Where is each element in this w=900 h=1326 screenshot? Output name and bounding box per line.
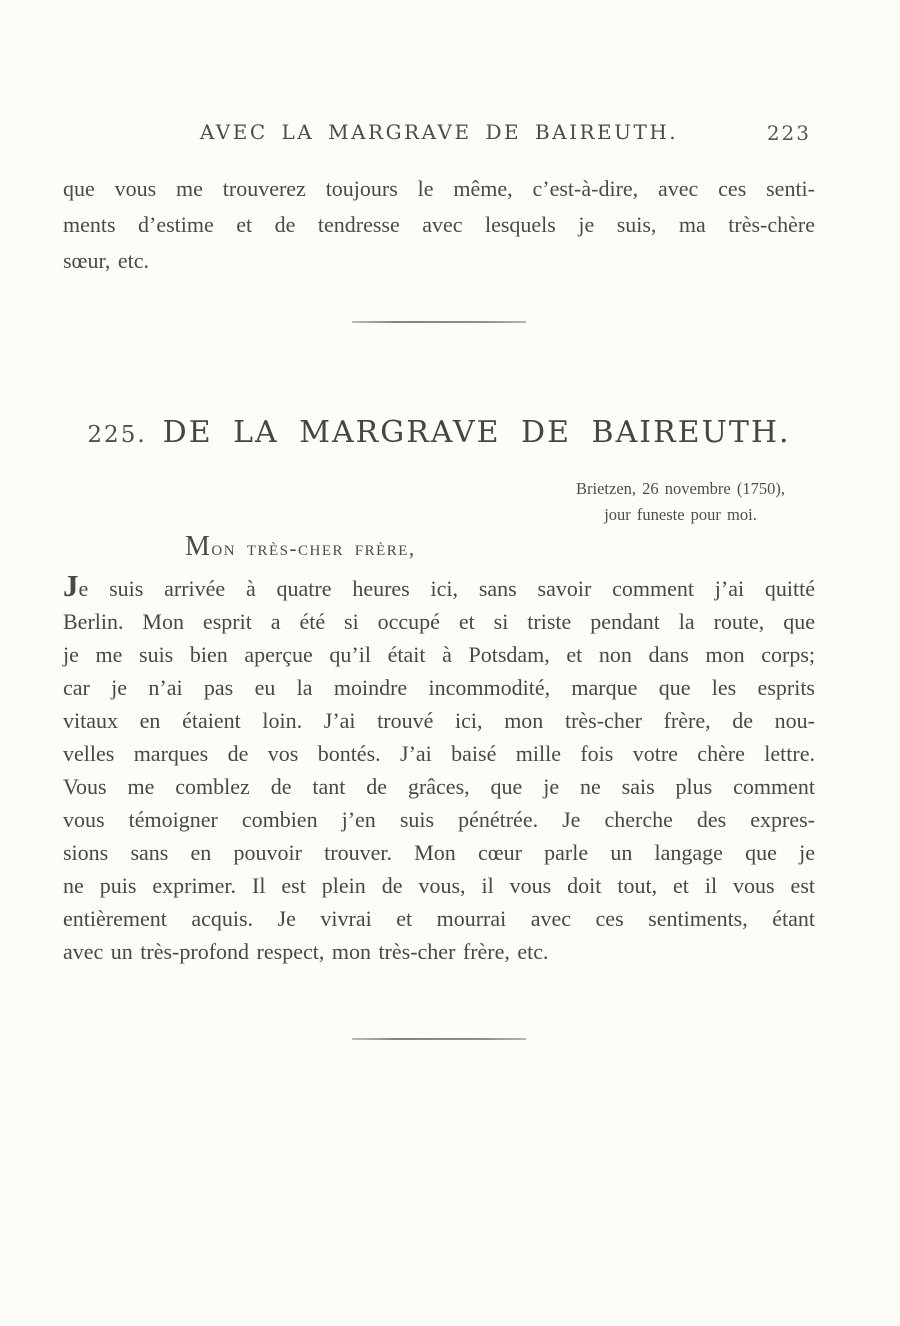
letter-body-text-line: vitaux en étaient loin. J’ai trouvé ici, mon très-cher frère, de nou- xyxy=(63,708,815,733)
letter-body-text-line: Berlin. Mon esprit a été si occupé et si triste pendant la route, que xyxy=(63,609,815,634)
dateline-line: Brietzen, 26 novembre (1750), xyxy=(576,479,785,498)
letter-number-label: 225. xyxy=(87,422,147,448)
letter-dateline xyxy=(576,476,785,528)
letter-body-paragraph xyxy=(63,570,815,968)
letter-body-text-line: je me suis bien aperçue qu’il était à Potsdam, et non dans mon corps; xyxy=(63,642,815,667)
previous-letter-text-line: ments d’estime et de tendresse avec lesquels je suis, ma très-chère xyxy=(63,212,815,237)
letter-body-text-line: car je n’ai pas eu la moindre incommodité, marque que les esprits xyxy=(63,675,815,700)
previous-letter-text-line: que vous me trouverez toujours le même, c’est-à-dire, avec ces senti- xyxy=(63,176,815,201)
previous-letter-text-line: sœur, etc. xyxy=(63,248,150,273)
page-number: 223 xyxy=(766,121,811,145)
letter-body-text-line: sions sans en pouvoir trouver. Mon cœur parle un langage que je xyxy=(63,840,815,865)
letter-body-text-line: Je suis arrivée à quatre heures ici, sans savoir comment j’ai quitté xyxy=(63,568,815,603)
section-divider-top xyxy=(352,321,526,323)
letter-body-text-line: vous témoigner combien j’en suis pénétrée. Je cherche des expres- xyxy=(63,807,815,832)
letter-salutation: Mon très-cher frère, xyxy=(185,531,416,562)
letter-body-text-line: velles marques de vos bontés. J’ai baisé mille fois votre chère lettre. xyxy=(63,741,815,766)
running-header-title: AVEC LA MARGRAVE DE BAIREUTH. xyxy=(199,120,679,144)
letter-body-text-line: ne puis exprimer. Il est plein de vous, il vous doit tout, et il vous est xyxy=(63,873,815,898)
letter-body-text-line: entièrement acquis. Je vivrai et mourrai avec ces sentiments, étant xyxy=(63,906,815,931)
previous-letter-closing-paragraph xyxy=(63,171,815,279)
dateline-line: jour funeste pour moi. xyxy=(604,505,757,524)
running-header xyxy=(63,120,815,148)
letter-body-text-line: Vous me comblez de tant de grâces, que je ne sais plus comment xyxy=(63,774,815,799)
letter-title: DE LA MARGRAVE DE BAIREUTH. xyxy=(162,415,791,450)
letter-heading xyxy=(63,415,815,450)
text-column xyxy=(63,0,815,1040)
letter-body-text-line: avec un très-profond respect, mon très-cher frère, etc. xyxy=(63,939,549,964)
section-divider-bottom xyxy=(352,1038,526,1040)
